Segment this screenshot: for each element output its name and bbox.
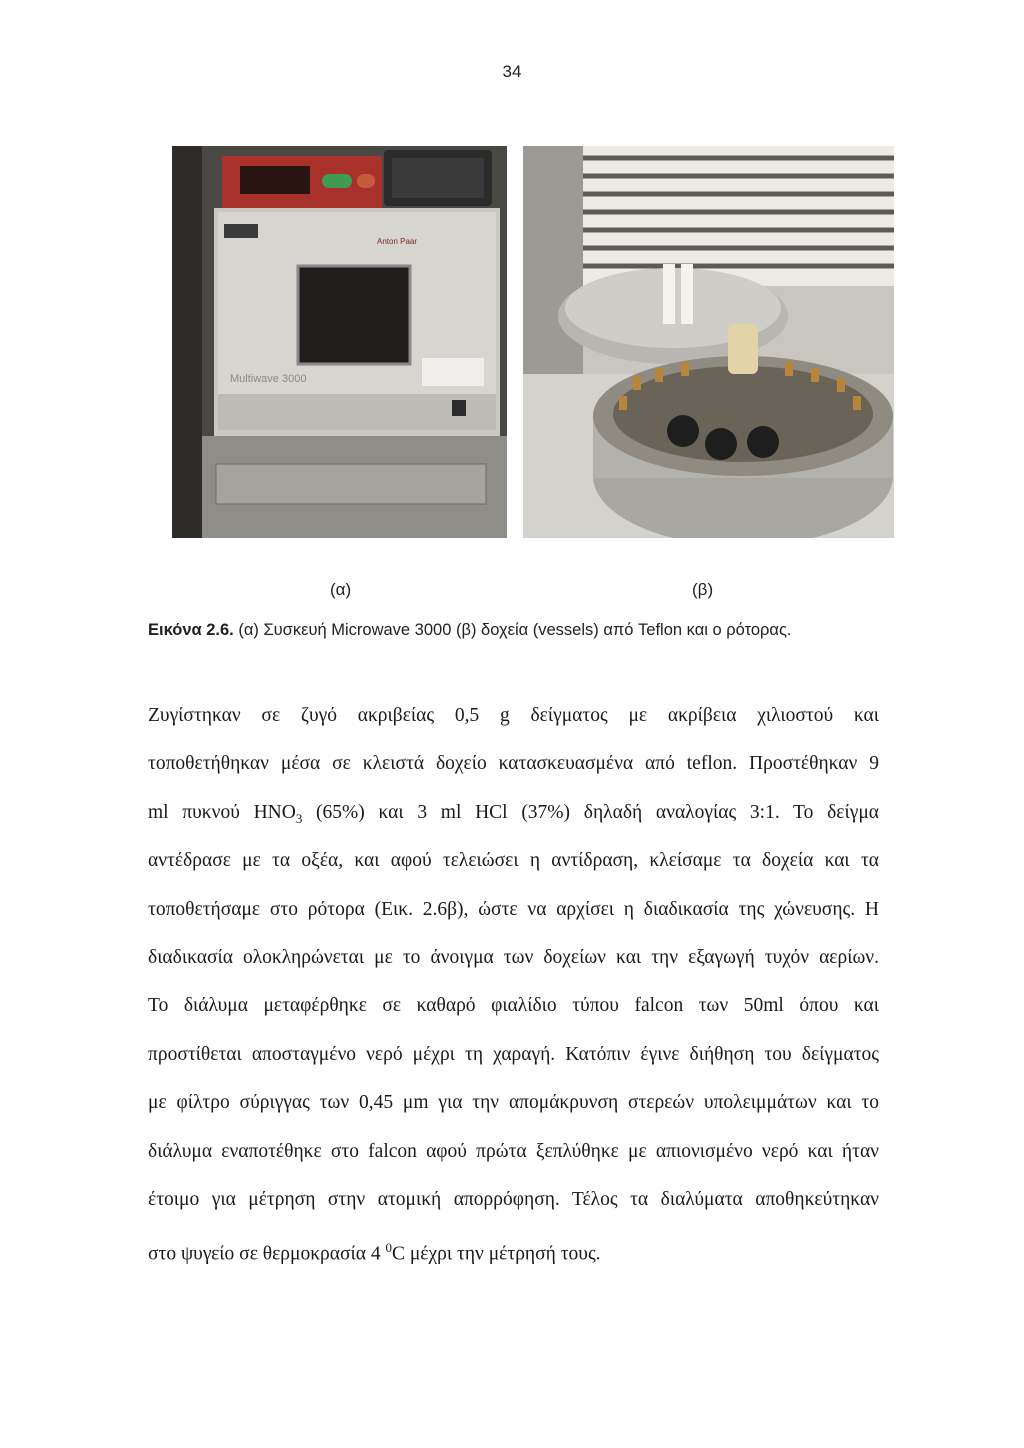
body-line <box>148 789 879 837</box>
microwave-device-photo <box>172 146 507 538</box>
body-line: τοποθετήθηκαν μέσα σε κλειστά δοχείο κατασκευασμένα από teflon. Προστέθηκαν 9 <box>148 753 879 775</box>
body-line: Ζυγίστηκαν σε ζυγό ακριβείας 0,5 g δείγματος με ακρίβεια χιλιοστού και <box>148 705 879 726</box>
line-end: C μέχρι την μέτρησή τους. <box>391 1243 601 1265</box>
caption-text: (α) Συσκευή Microwave 3000 (β) δοχεία (vessels) από Teflon και ο ρότορας. <box>233 621 792 639</box>
body-line: διάλυμα εναποτέθηκε στο falcon αφού πρώτα ξεπλύθηκε με απιονισμένο νερό και ήταν <box>148 1140 879 1162</box>
body-line: τοποθετήσαμε στο ρότορα (Εικ. 2.6β), ώστε να αρχίσει η διαδικασία της χώνευσης. Η <box>148 898 879 920</box>
line-start: ml πυκνού HNO <box>148 801 296 823</box>
rotor-vessels-photo <box>523 146 894 538</box>
subscript-3: 3 <box>295 810 303 826</box>
brand-label: Anton Paar <box>377 237 418 246</box>
body-paragraph <box>148 692 879 1273</box>
line-start: στο ψυγείο σε θερμοκρασία 4 <box>148 1243 386 1265</box>
body-line: διαδικασία ολοκληρώνεται με το άνοιγμα των δοχείων και την εξαγωγή τυχόν αερίων. <box>148 946 879 968</box>
body-line: αντέδρασε με τα οξέα, και αφού τελειώσει η αντίδραση, κλείσαμε τα δοχεία και τα <box>148 850 879 872</box>
page-number: 34 <box>502 62 522 81</box>
model-label: Multiwave 3000 <box>230 373 307 385</box>
body-line: με φίλτρο σύριγγας των 0,45 μm για την απομάκρυνση στερεών υπολειμμάτων και το <box>148 1092 879 1114</box>
superscript-0: 0 <box>385 1240 392 1256</box>
body-line: Το διάλυμα μεταφέρθηκε σε καθαρό φιαλίδιο τύπου falcon των 50ml όπου και <box>148 995 879 1017</box>
figure-label-b: (β) <box>692 580 714 599</box>
caption-prefix: Εικόνα 2.6. <box>148 621 234 639</box>
body-line <box>148 1224 879 1272</box>
figure-label-a: (α) <box>330 580 352 599</box>
figure-caption <box>148 621 908 640</box>
line-end: (65%) και 3 ml HCl (37%) δηλαδή αναλογίας 3:1. Το δείγμα <box>302 801 879 823</box>
body-line: έτοιμο για μέτρηση στην ατομική απορρόφηση. Τέλος τα διαλύματα αποθηκεύτηκαν <box>148 1188 879 1210</box>
body-line: προστίθεται αποσταγμένο νερό μέχρι τη χαραγή. Κατόπιν έγινε διήθηση του δείγματος <box>148 1043 879 1065</box>
